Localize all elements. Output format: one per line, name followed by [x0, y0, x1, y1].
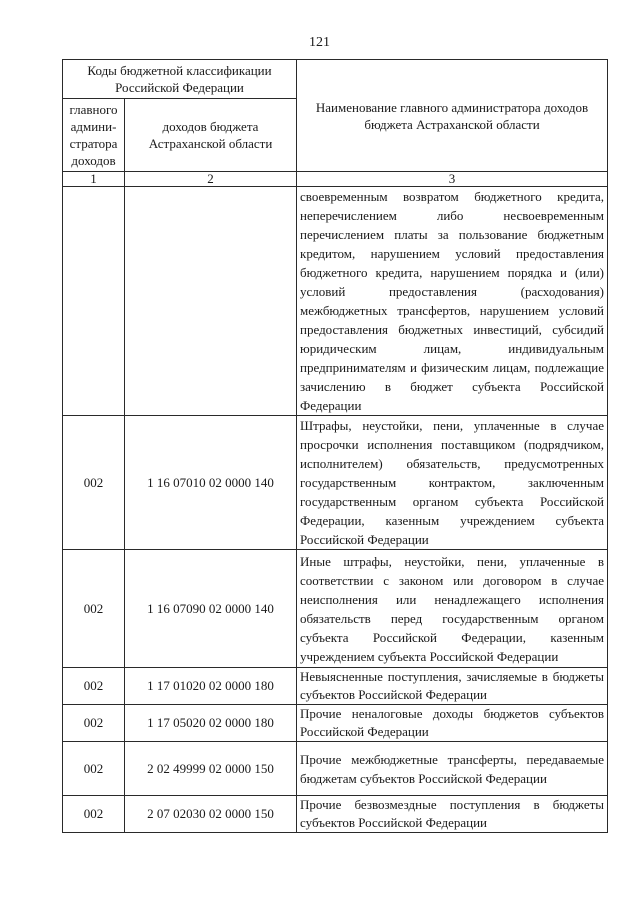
admin-code-cell: [63, 187, 125, 416]
income-name-cell: Прочие неналоговые доходы бюджетов субъектов Российской Федерации: [297, 705, 608, 742]
income-code-cell: [125, 187, 297, 416]
table-row: [63, 187, 608, 416]
header-col2-title: доходов бюджета Астраханской области: [125, 99, 297, 172]
table-row: [63, 668, 608, 705]
table-row: [63, 550, 608, 668]
header-group-title: Коды бюджетной классификации Российской Федерации: [63, 60, 297, 99]
admin-code-cell: 002: [63, 705, 125, 742]
budget-classification-table: [62, 59, 608, 833]
income-code-cell: 2 07 02030 02 0000 150: [125, 796, 297, 833]
table-row: [63, 742, 608, 796]
income-name-cell: Штрафы, неустойки, пени, уплаченные в случае просрочки исполнения поставщиком (подрядчиком, исполнителем) обязательств, предусмотренных государственным контрактом, заключенным государственным органом субъекта Российской Федерации, казенным учреждением субъекта Российской Федерации: [297, 416, 608, 550]
income-name-cell: Прочие межбюджетные трансферты, передаваемые бюджетам субъектов Российской Федерации: [297, 742, 608, 796]
income-name-cell: своевременным возвратом бюджетного кредита, неперечислением либо несвоевременным перечислением платы за пользование бюджетным кредитом, нарушением условий предоставления бюджетного кредита, нарушением порядка и (или) условий предоставления (расходования) межбюджетных трансфертов, нарушением условий предоставления бюджетных инвестиций, субсидий юридическим лицам, индивидуальным предпринимателям и физическим лицам, подлежащие зачислению в бюджет субъекта Российской Федерации: [297, 187, 608, 416]
table-header-row: [63, 60, 608, 99]
table-row: [63, 796, 608, 833]
admin-code-cell: 002: [63, 550, 125, 668]
column-number: 3: [297, 172, 608, 187]
admin-code-cell: 002: [63, 796, 125, 833]
column-number-row: [63, 172, 608, 187]
income-code-cell: 2 02 49999 02 0000 150: [125, 742, 297, 796]
column-number: 1: [63, 172, 125, 187]
admin-code-cell: 002: [63, 416, 125, 550]
income-code-cell: 1 16 07010 02 0000 140: [125, 416, 297, 550]
admin-code-cell: 002: [63, 668, 125, 705]
table-row: [63, 416, 608, 550]
income-name-cell: Невыясненные поступления, зачисляемые в бюджеты субъектов Российской Федерации: [297, 668, 608, 705]
page-number: 121: [309, 35, 330, 50]
income-name-cell: Иные штрафы, неустойки, пени, уплаченные в соответствии с законом или договором в случае неисполнения или ненадлежащего исполнения обязательств перед государственным органом субъекта Российской Федерации, казенным учреждением субъекта Российской Федерации: [297, 550, 608, 668]
header-col3-title: Наименование главного администратора доходов бюджета Астраханской области: [297, 60, 608, 172]
income-code-cell: 1 16 07090 02 0000 140: [125, 550, 297, 668]
table-row: [63, 705, 608, 742]
income-code-cell: 1 17 01020 02 0000 180: [125, 668, 297, 705]
admin-code-cell: 002: [63, 742, 125, 796]
column-number: 2: [125, 172, 297, 187]
income-code-cell: 1 17 05020 02 0000 180: [125, 705, 297, 742]
income-name-cell: Прочие безвозмездные поступления в бюджеты субъектов Российской Федерации: [297, 796, 608, 833]
header-col1-title: главного админи-стратора доходов: [63, 99, 125, 172]
